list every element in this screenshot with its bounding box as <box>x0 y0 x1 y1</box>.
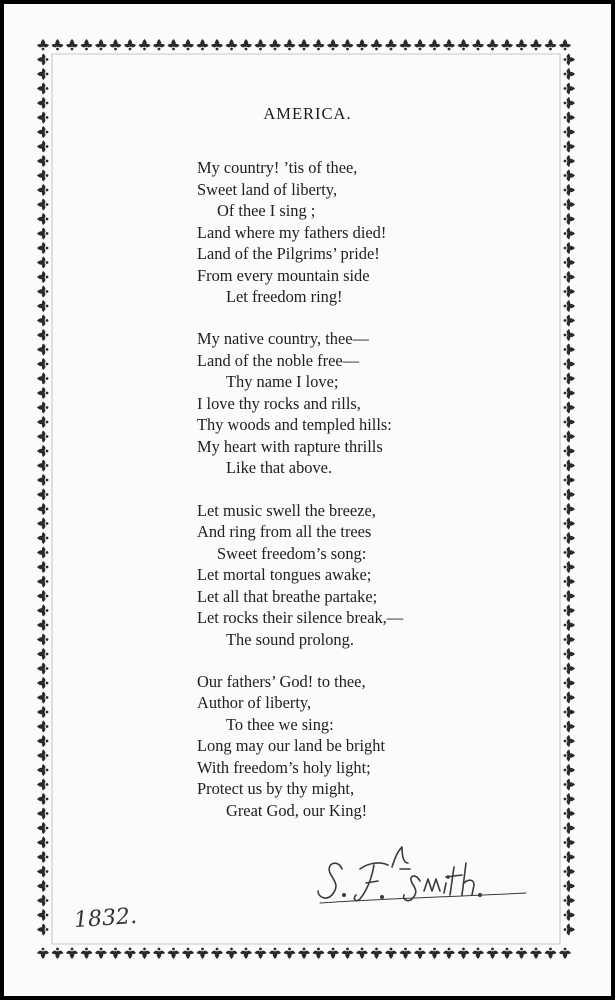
leaf-ornament-icon <box>284 39 296 50</box>
leaf-ornament-icon <box>564 141 575 153</box>
leaf-ornament-icon <box>139 948 151 959</box>
signature-image <box>316 839 536 909</box>
leaf-ornament-icon <box>400 948 412 959</box>
leaf-ornament-icon <box>327 39 339 50</box>
leaf-ornament-icon <box>37 184 48 196</box>
leaf-ornament-icon <box>81 39 93 50</box>
leaf-ornament-icon <box>564 242 575 254</box>
leaf-ornament-icon <box>564 779 575 791</box>
leaf-ornament-icon <box>37 605 48 617</box>
leaf-ornament-icon <box>564 503 575 515</box>
leaf-ornament-icon <box>37 895 48 907</box>
poem-line: Protect us by thy might, <box>197 779 355 799</box>
leaf-ornament-icon <box>284 948 296 959</box>
leaf-ornament-icon <box>564 300 575 312</box>
leaf-ornament-icon <box>269 948 281 959</box>
leaf-ornament-icon <box>429 948 441 959</box>
leaf-ornament-icon <box>37 532 48 544</box>
leaf-ornament-icon <box>564 808 575 820</box>
leaf-ornament-icon <box>37 503 48 515</box>
leaf-ornament-icon <box>37 735 48 747</box>
leaf-ornament-icon <box>530 39 542 50</box>
leaf-ornament-icon <box>37 257 48 269</box>
leaf-ornament-icon <box>255 948 267 959</box>
leaf-ornament-icon <box>153 948 165 959</box>
leaf-ornament-icon <box>564 605 575 617</box>
leaf-ornament-icon <box>564 489 575 501</box>
leaf-ornament-icon <box>52 39 64 50</box>
leaf-ornament-icon <box>564 54 575 66</box>
leaf-ornament-icon <box>37 358 48 370</box>
leaf-ornament-icon <box>564 634 575 646</box>
stanza-1 <box>197 157 527 308</box>
leaf-ornament-icon <box>37 706 48 718</box>
leaf-ornament-icon <box>37 750 48 762</box>
leaf-ornament-icon <box>564 373 575 385</box>
poem-line: My heart with rapture thrills <box>197 436 383 456</box>
leaf-ornament-icon <box>564 518 575 530</box>
leaf-ornament-icon <box>37 808 48 820</box>
leaf-ornament-icon <box>182 948 194 959</box>
leaf-ornament-icon <box>564 431 575 443</box>
leaf-ornament-icon <box>564 692 575 704</box>
stanza-3 <box>197 500 527 651</box>
leaf-ornament-icon <box>240 39 252 50</box>
poem-line: Thy woods and templed hills: <box>197 415 392 435</box>
leaf-ornament-icon <box>501 39 513 50</box>
leaf-ornament-icon <box>564 126 575 138</box>
leaf-ornament-icon <box>52 948 64 959</box>
poem-line: Long may our land be bright <box>197 736 385 756</box>
leaf-ornament-icon <box>487 948 499 959</box>
leaf-ornament-icon <box>564 329 575 341</box>
leaf-ornament-icon <box>37 547 48 559</box>
leaf-ornament-icon <box>458 948 470 959</box>
leaf-ornament-icon <box>37 909 48 921</box>
poem-line: Land where my fathers died! <box>197 222 387 242</box>
leaf-ornament-icon <box>298 948 310 959</box>
leaf-ornament-icon <box>37 634 48 646</box>
leaf-ornament-icon <box>414 948 426 959</box>
leaf-ornament-icon <box>37 54 48 66</box>
poem-line: My native country, thee— <box>197 329 369 349</box>
leaf-ornament-icon <box>37 344 48 356</box>
leaf-ornament-icon <box>564 271 575 283</box>
leaf-ornament-icon <box>564 576 575 588</box>
poem-line: Sweet land of liberty, <box>197 179 338 199</box>
leaf-ornament-icon <box>564 750 575 762</box>
leaf-ornament-icon <box>400 39 412 50</box>
leaf-ornament-icon <box>564 402 575 414</box>
leaf-ornament-icon <box>559 39 571 50</box>
leaf-ornament-icon <box>37 924 48 936</box>
leaf-ornament-icon <box>564 532 575 544</box>
leaf-ornament-icon <box>313 948 325 959</box>
leaf-ornament-icon <box>313 39 325 50</box>
leaf-ornament-icon <box>564 344 575 356</box>
leaf-ornament-icon <box>516 948 528 959</box>
document-sheet <box>4 4 611 996</box>
leaf-ornament-icon <box>37 141 48 153</box>
leaf-ornament-icon <box>371 948 383 959</box>
leaf-ornament-icon <box>564 155 575 167</box>
leaf-ornament-icon <box>443 39 455 50</box>
leaf-ornament-icon <box>37 387 48 399</box>
poem-line: With freedom’s holy light; <box>197 757 371 777</box>
leaf-ornament-icon <box>414 39 426 50</box>
leaf-ornament-icon <box>37 242 48 254</box>
leaf-ornament-icon <box>37 866 48 878</box>
leaf-ornament-icon <box>530 948 542 959</box>
poem-line: Author of liberty, <box>197 693 312 713</box>
poem-line: Great God, our King! <box>226 800 368 820</box>
leaf-ornament-icon <box>327 948 339 959</box>
leaf-ornament-icon <box>564 387 575 399</box>
poem-line: Land of the noble free— <box>197 350 360 370</box>
leaf-ornament-icon <box>342 39 354 50</box>
leaf-ornament-icon <box>37 155 48 167</box>
leaf-ornament-icon <box>124 948 136 959</box>
leaf-ornament-icon <box>37 764 48 776</box>
leaf-ornament-icon <box>564 837 575 849</box>
leaf-ornament-icon <box>197 39 209 50</box>
leaf-ornament-icon <box>564 445 575 457</box>
leaf-ornament-icon <box>37 228 48 240</box>
leaf-ornament-icon <box>37 822 48 834</box>
leaf-ornament-icon <box>564 228 575 240</box>
leaf-ornament-icon <box>472 948 484 959</box>
leaf-ornament-icon <box>564 561 575 573</box>
leaf-ornament-icon <box>37 300 48 312</box>
leaf-ornament-icon <box>564 184 575 196</box>
leaf-ornament-icon <box>110 948 122 959</box>
leaf-ornament-icon <box>385 948 397 959</box>
stanza-4 <box>197 671 527 822</box>
handwritten-signature <box>316 839 536 909</box>
leaf-ornament-icon <box>110 39 122 50</box>
leaf-ornament-icon <box>139 39 151 50</box>
poem-line: Let music swell the breeze, <box>197 500 376 520</box>
leaf-ornament-icon <box>37 39 49 50</box>
leaf-ornament-icon <box>37 851 48 863</box>
leaf-ornament-icon <box>197 948 209 959</box>
poem-line: My country! ’tis of thee, <box>197 158 358 177</box>
leaf-ornament-icon <box>429 39 441 50</box>
leaf-ornament-icon <box>564 721 575 733</box>
leaf-ornament-icon <box>564 793 575 805</box>
leaf-ornament-icon <box>37 619 48 631</box>
leaf-ornament-icon <box>37 561 48 573</box>
poem-line: Land of the Pilgrims’ pride! <box>197 244 380 263</box>
poem-title: AMERICA. <box>263 104 352 123</box>
leaf-ornament-icon <box>37 416 48 428</box>
leaf-ornament-icon <box>564 851 575 863</box>
leaf-ornament-icon <box>356 948 368 959</box>
leaf-ornament-icon <box>564 213 575 225</box>
leaf-ornament-icon <box>564 460 575 472</box>
leaf-ornament-icon <box>37 83 48 95</box>
leaf-ornament-icon <box>458 39 470 50</box>
leaf-ornament-icon <box>371 39 383 50</box>
leaf-ornament-icon <box>124 39 136 50</box>
leaf-ornament-icon <box>240 948 252 959</box>
poem-body <box>197 157 527 842</box>
leaf-ornament-icon <box>95 948 107 959</box>
leaf-ornament-icon <box>559 948 571 959</box>
poem-line: Let freedom ring! <box>226 287 343 306</box>
leaf-ornament-icon <box>37 576 48 588</box>
leaf-ornament-icon <box>564 590 575 602</box>
leaf-ornament-icon <box>501 948 513 959</box>
leaf-ornament-icon <box>564 315 575 327</box>
leaf-ornament-icon <box>211 39 223 50</box>
poem-line: From every mountain side <box>197 265 370 285</box>
leaf-ornament-icon <box>564 706 575 718</box>
leaf-ornament-icon <box>37 692 48 704</box>
leaf-ornament-icon <box>564 68 575 80</box>
leaf-ornament-icon <box>37 460 48 472</box>
leaf-ornament-icon <box>342 948 354 959</box>
leaf-ornament-icon <box>564 547 575 559</box>
leaf-ornament-icon <box>37 721 48 733</box>
leaf-ornament-icon <box>37 199 48 211</box>
poem-line: Thy name I love; <box>226 372 339 392</box>
leaf-ornament-icon <box>564 909 575 921</box>
poem-line: Like that above. <box>226 458 333 478</box>
leaf-ornament-icon <box>564 416 575 428</box>
leaf-ornament-icon <box>37 793 48 805</box>
poem-line: Let rocks their silence break,— <box>197 608 404 628</box>
leaf-ornament-icon <box>487 39 499 50</box>
leaf-ornament-icon <box>564 170 575 182</box>
leaf-ornament-icon <box>37 213 48 225</box>
leaf-ornament-icon <box>516 39 528 50</box>
leaf-ornament-icon <box>66 948 78 959</box>
leaf-ornament-icon <box>564 358 575 370</box>
poem-line: Let mortal tongues awake; <box>197 565 372 585</box>
leaf-ornament-icon <box>211 948 223 959</box>
poem-line: And ring from all the trees <box>197 522 372 542</box>
leaf-ornament-icon <box>37 271 48 283</box>
leaf-ornament-icon <box>37 126 48 138</box>
leaf-ornament-icon <box>37 68 48 80</box>
poem-line: Our fathers’ God! to thee, <box>197 671 366 691</box>
leaf-ornament-icon <box>37 431 48 443</box>
leaf-ornament-icon <box>385 39 397 50</box>
leaf-ornament-icon <box>37 315 48 327</box>
poem-line: To thee we sing: <box>226 714 334 734</box>
leaf-ornament-icon <box>226 948 238 959</box>
leaf-ornament-icon <box>37 663 48 675</box>
leaf-ornament-icon <box>564 764 575 776</box>
leaf-ornament-icon <box>37 880 48 892</box>
leaf-ornament-icon <box>564 619 575 631</box>
leaf-ornament-icon <box>37 170 48 182</box>
leaf-ornament-icon <box>95 39 107 50</box>
leaf-ornament-icon <box>564 735 575 747</box>
leaf-ornament-icon <box>255 39 267 50</box>
poem-line: I love thy rocks and rills, <box>197 393 361 413</box>
leaf-ornament-icon <box>168 948 180 959</box>
leaf-ornament-icon <box>564 895 575 907</box>
leaf-ornament-icon <box>564 199 575 211</box>
leaf-ornament-icon <box>37 474 48 486</box>
leaf-ornament-icon <box>443 948 455 959</box>
leaf-ornament-icon <box>564 648 575 660</box>
leaf-ornament-icon <box>545 39 557 50</box>
leaf-ornament-icon <box>37 445 48 457</box>
leaf-ornament-icon <box>37 329 48 341</box>
leaf-ornament-icon <box>81 948 93 959</box>
leaf-ornament-icon <box>298 39 310 50</box>
leaf-ornament-icon <box>66 39 78 50</box>
leaf-ornament-icon <box>226 39 238 50</box>
leaf-ornament-icon <box>564 924 575 936</box>
leaf-ornament-icon <box>564 866 575 878</box>
leaf-ornament-icon <box>564 677 575 689</box>
leaf-ornament-icon <box>182 39 194 50</box>
leaf-ornament-icon <box>37 402 48 414</box>
leaf-ornament-icon <box>269 39 281 50</box>
leaf-ornament-icon <box>37 677 48 689</box>
stanza-2 <box>197 328 527 479</box>
leaf-ornament-icon <box>37 518 48 530</box>
leaf-ornament-icon <box>564 257 575 269</box>
poem-line: Of thee I sing ; <box>217 201 316 220</box>
leaf-ornament-icon <box>564 83 575 95</box>
leaf-ornament-icon <box>564 474 575 486</box>
leaf-ornament-icon <box>564 286 575 298</box>
leaf-ornament-icon <box>564 822 575 834</box>
poem-line: The sound prolong. <box>226 629 354 649</box>
leaf-ornament-icon <box>37 373 48 385</box>
leaf-ornament-icon <box>37 948 49 959</box>
leaf-ornament-icon <box>168 39 180 50</box>
handwritten-date: 1832. <box>73 903 138 934</box>
leaf-ornament-icon <box>356 39 368 50</box>
leaf-ornament-icon <box>37 837 48 849</box>
leaf-ornament-icon <box>564 880 575 892</box>
leaf-ornament-icon <box>545 948 557 959</box>
leaf-ornament-icon <box>37 286 48 298</box>
leaf-ornament-icon <box>564 663 575 675</box>
leaf-ornament-icon <box>37 489 48 501</box>
leaf-ornament-icon <box>472 39 484 50</box>
leaf-ornament-icon <box>153 39 165 50</box>
leaf-ornament-icon <box>37 779 48 791</box>
poem-line: Let all that breathe partake; <box>197 586 378 606</box>
leaf-ornament-icon <box>37 648 48 660</box>
poem-line: Sweet freedom’s song: <box>217 543 367 563</box>
leaf-ornament-icon <box>37 590 48 602</box>
